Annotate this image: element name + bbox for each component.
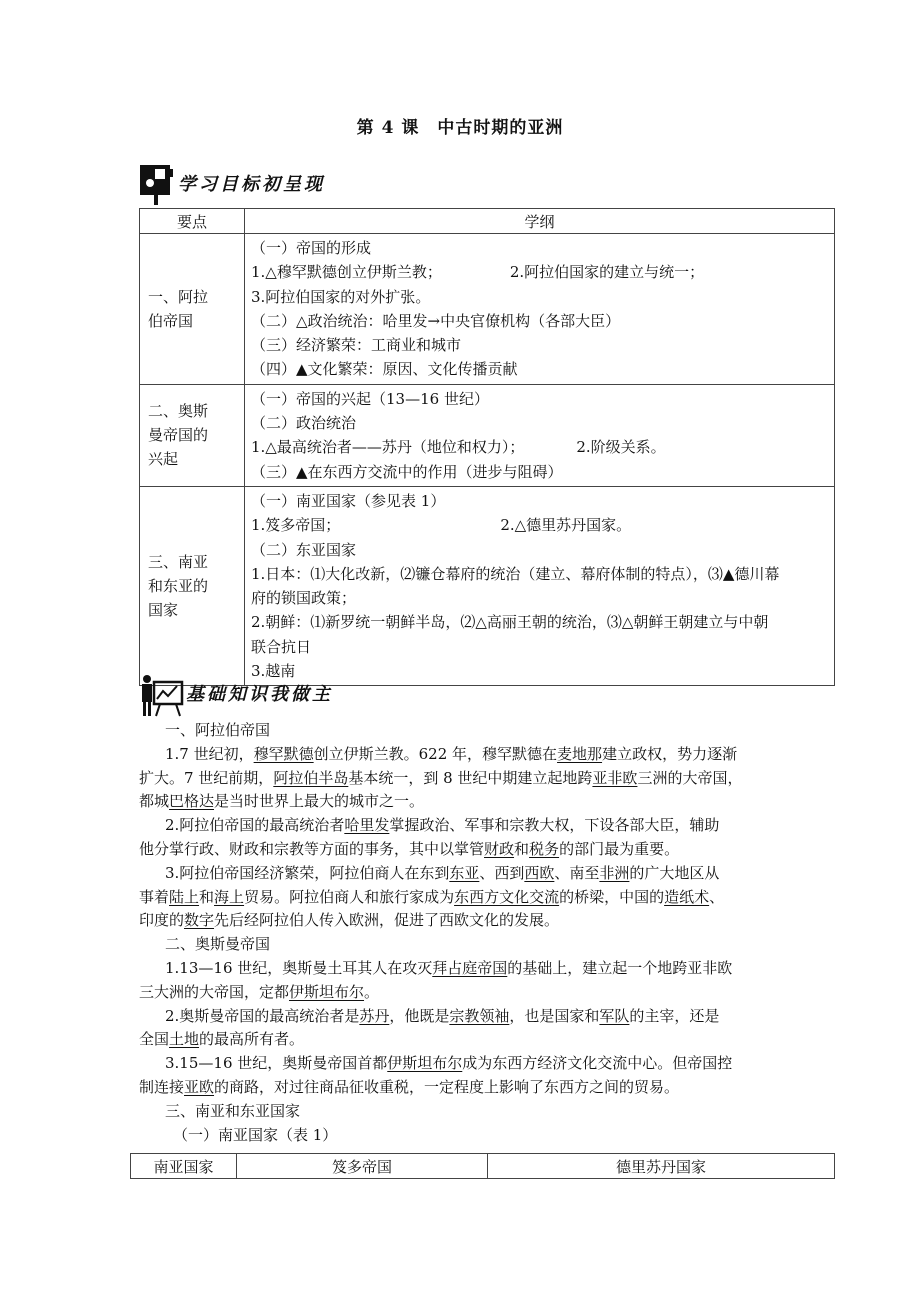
outline-line	[251, 435, 828, 459]
key-term: 东亚	[449, 863, 480, 882]
text-segment: 的部门最为重要。	[559, 839, 680, 858]
key-term: 造纸术	[664, 887, 710, 906]
text-line	[139, 719, 839, 743]
text-segment: 的广大地区从	[629, 863, 720, 882]
section-header-basic-knowledge	[140, 673, 333, 713]
text-segment: 成为东西方经济文化交流中心。但帝国控	[462, 1054, 733, 1073]
key-term: 土地	[169, 1030, 200, 1049]
text-line	[139, 933, 839, 957]
key-term: 伊斯坦布尔	[289, 982, 365, 1001]
text-segment: 全国	[139, 1030, 170, 1049]
text-segment: 的主宰，还是	[629, 1006, 720, 1025]
outline-line: （二）东亚国家	[251, 540, 357, 559]
table-row	[140, 486, 835, 685]
key-term: 军队	[599, 1006, 630, 1025]
outline-item: 2.△德里苏丹国家。	[500, 516, 632, 535]
outline-item: 1.笈多帝国；	[251, 516, 341, 535]
outline-line: 1.日本：⑴大化改新，⑵镰仓幕府的统治（建立、幕府体制的特点），⑶▲德川幕	[251, 564, 780, 583]
text-segment: （一）南亚国家（表 1）	[173, 1125, 338, 1144]
text-segment: 的基础上，建立起一个地跨亚非欧	[507, 958, 733, 977]
text-segment: 、	[709, 887, 725, 906]
page-title: 第 4 课 中古时期的亚洲	[356, 118, 564, 138]
text-line	[139, 981, 839, 1005]
text-segment: 和	[199, 887, 215, 906]
text-segment: 。	[364, 982, 380, 1001]
row-content	[245, 486, 835, 685]
key-term: 税务	[529, 839, 560, 858]
outline-line: （二）政治统治	[251, 414, 357, 433]
key-term: 陆上	[169, 887, 200, 906]
text-line	[139, 767, 839, 791]
key-term: 哈里发	[344, 816, 390, 835]
text-segment: 1.7 世纪初，	[165, 744, 254, 763]
key-term: 亚非欧	[592, 768, 638, 787]
outline-line: （三）经济繁荣：工商业和城市	[251, 336, 462, 355]
text-segment: 掌握政治、军事和宗教大权，下设各部大臣，辅助	[389, 816, 720, 835]
text-segment: 基本统一，到 8 世纪中期建立起地跨	[348, 768, 593, 787]
outline-item: 1.△穆罕默德创立伊斯兰教；	[251, 263, 442, 282]
text-segment: 3.15—16 世纪，奥斯曼帝国首都	[165, 1054, 388, 1073]
row-key-line: 三、南亚	[148, 553, 209, 572]
key-term: 穆罕默德	[253, 744, 314, 763]
row-key	[140, 234, 245, 385]
text-line	[139, 743, 839, 767]
text-segment: 和	[514, 839, 530, 858]
key-term: 巴格达	[169, 792, 215, 811]
row-key	[140, 384, 245, 486]
text-segment: 印度的	[139, 911, 185, 930]
key-term: 海上	[214, 887, 245, 906]
table-header-row	[140, 209, 835, 234]
table-row	[140, 234, 835, 385]
outline-line: （一）南亚国家（参见表 1）	[251, 491, 446, 510]
outline-line: 联合抗日	[251, 637, 312, 656]
header-south-asia: 南亚国家	[131, 1154, 237, 1179]
text-segment: 是当时世界上最大的城市之一。	[214, 792, 425, 811]
key-term: 东西方文化交流	[454, 887, 560, 906]
south-asia-table	[130, 1153, 835, 1179]
text-segment: 1.13—16 世纪，奥斯曼土耳其人在攻灭	[165, 958, 433, 977]
knowledge-body	[139, 719, 839, 1147]
header-gupta: 笈多帝国	[237, 1154, 488, 1179]
outline-line: 3.阿拉伯国家的对外扩张。	[251, 287, 431, 306]
key-term: 伊斯坦布尔	[387, 1054, 463, 1073]
outline-item: 2.阶级关系。	[576, 438, 666, 457]
key-term: 麦地那	[557, 744, 603, 763]
row-key-line: 伯帝国	[148, 311, 194, 330]
text-segment: 创立伊斯兰教。622 年，穆罕默德在	[313, 744, 558, 763]
learning-outline-table	[139, 208, 835, 686]
row-content	[245, 384, 835, 486]
text-segment: ，也是国家和	[509, 1006, 600, 1025]
text-line	[139, 838, 839, 862]
text-line	[139, 1076, 839, 1100]
outline-line: （三）▲在东西方交流中的作用（进步与阻碍）	[251, 462, 563, 481]
text-line	[139, 790, 839, 814]
key-term: 拜占庭帝国	[432, 958, 508, 977]
outline-line: 2.朝鲜：⑴新罗统一朝鲜半岛，⑵△高丽王朝的统治，⑶△朝鲜王朝建立与中朝	[251, 613, 769, 632]
text-line	[139, 1052, 839, 1076]
text-line	[139, 1100, 839, 1124]
outline-line: （四）▲文化繁荣：原因、文化传播贡献	[251, 360, 518, 379]
key-term: 苏丹	[359, 1006, 390, 1025]
text-segment: 二、奥斯曼帝国	[165, 935, 271, 954]
text-segment: 都城	[139, 792, 170, 811]
outline-item: 1.△最高统治者——苏丹（地位和权力）；	[251, 438, 525, 457]
text-segment: 3.阿拉伯帝国经济繁荣，阿拉伯商人在东到	[165, 863, 450, 882]
text-segment: ，他既是	[389, 1006, 450, 1025]
text-line	[139, 957, 839, 981]
text-segment: 贸易。阿拉伯商人和旅行家成为	[244, 887, 455, 906]
text-line	[139, 862, 839, 886]
outline-line: 3.越南	[251, 662, 296, 681]
row-key	[140, 486, 245, 685]
outline-line: （二）△政治统治：哈里发→中央官僚机构（各部大臣）	[251, 311, 621, 330]
text-segment: 的商路，对过往商品征收重税，一定程度上影响了东西方之间的贸易。	[214, 1077, 680, 1096]
outline-item: 2.阿拉伯国家的建立与统一；	[509, 263, 705, 282]
table-header-row	[131, 1154, 835, 1179]
text-segment: 事着	[139, 887, 170, 906]
key-term: 财政	[484, 839, 515, 858]
key-term: 宗教领袖	[449, 1006, 510, 1025]
row-key-line: 一、阿拉	[148, 287, 209, 306]
row-key-line: 曼帝国的	[148, 426, 209, 445]
teacher-chart-icon	[140, 673, 174, 713]
text-line	[139, 909, 839, 933]
text-segment: 、南至	[554, 863, 600, 882]
section-label: 学习目标初呈现	[178, 174, 325, 195]
text-segment: 建立政权，势力逐渐	[602, 744, 738, 763]
outline-line: （一）帝国的形成	[251, 239, 372, 257]
text-segment: 、西到	[479, 863, 525, 882]
outline-line: 府的锁国政策；	[251, 589, 357, 608]
section-header-learning-goals	[140, 163, 325, 203]
key-term: 阿拉伯半岛	[273, 768, 349, 787]
key-term: 非洲	[599, 863, 630, 882]
row-key-line: 国家	[148, 601, 179, 620]
text-segment: 他分掌行政、财政和宗教等方面的事务，其中以掌管	[139, 839, 485, 858]
outline-line	[251, 260, 828, 284]
text-segment: 三洲的大帝国，	[637, 768, 743, 787]
row-content	[245, 234, 835, 385]
row-key-line: 兴起	[148, 450, 179, 469]
text-segment: 的桥梁，中国的	[559, 887, 665, 906]
text-line	[139, 1028, 839, 1052]
text-line	[139, 886, 839, 910]
text-segment: 2.奥斯曼帝国的最高统治者是	[165, 1006, 360, 1025]
outline-line: （一）帝国的兴起（13—16 世纪）	[251, 389, 489, 408]
section-label: 基础知识我做主	[186, 684, 333, 705]
key-term: 西欧	[524, 863, 555, 882]
header-key-points: 要点	[140, 209, 245, 234]
text-segment: 先后经阿拉伯人传入欧洲，促进了西欧文化的发展。	[214, 911, 560, 930]
text-segment: 三大洲的大帝国，定都	[139, 982, 290, 1001]
text-line	[139, 1005, 839, 1029]
puzzle-icon	[140, 163, 174, 203]
text-line	[139, 1124, 839, 1148]
header-delhi-sultanate: 德里苏丹国家	[488, 1154, 835, 1179]
text-segment: 2.阿拉伯帝国的最高统治者	[165, 816, 345, 835]
row-key-line: 二、奥斯	[148, 402, 209, 421]
row-key-line: 和东亚的	[148, 577, 209, 596]
key-term: 亚欧	[184, 1077, 215, 1096]
text-segment: 扩大。7 世纪前期，	[139, 768, 274, 787]
text-line	[139, 814, 839, 838]
text-segment: 三、南亚和东亚国家	[165, 1101, 301, 1120]
outline-line	[251, 513, 828, 537]
text-segment: 制连接	[139, 1077, 185, 1096]
text-segment: 的最高所有者。	[199, 1030, 305, 1049]
header-outline: 学纲	[245, 209, 835, 234]
text-segment: 一、阿拉伯帝国	[165, 721, 271, 739]
key-term: 数字	[184, 911, 215, 930]
table-row	[140, 384, 835, 486]
